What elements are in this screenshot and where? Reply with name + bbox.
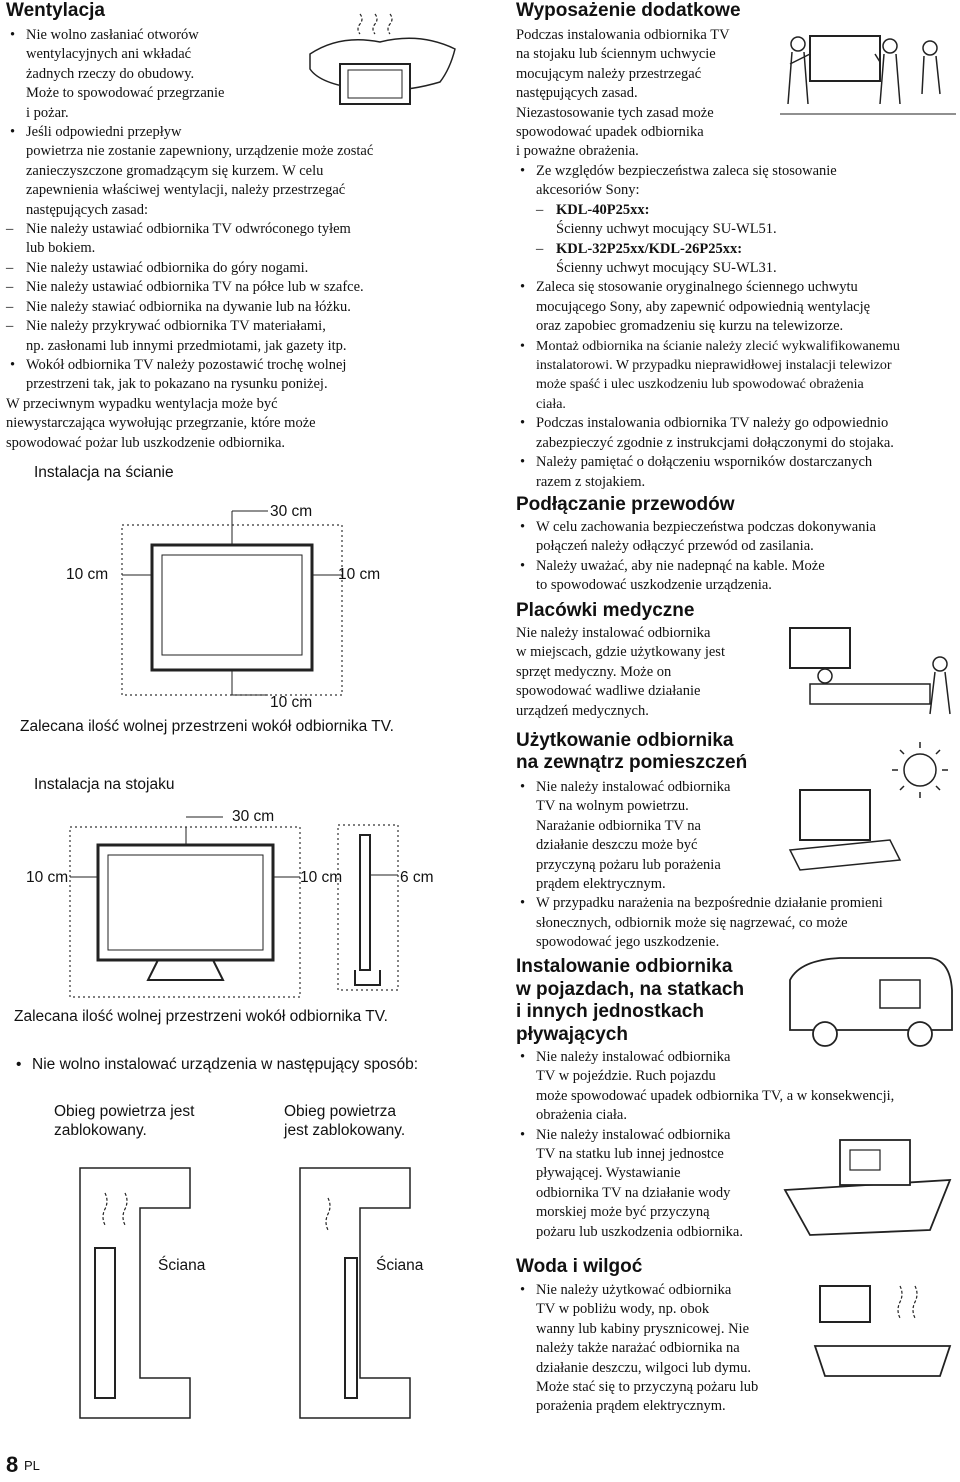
text-line: to spowodować uszkodzenie urządzenia. [536, 577, 772, 594]
text-line: zapewnienia właściwej wentylacji, należy przestrzegać [26, 182, 346, 199]
text-line: połączeń należy odłączyć przewód od zasilania. [536, 538, 814, 555]
ventilation-bullet-3 [6, 356, 466, 453]
text-line: oraz zapobiec gromadzeniu się kurzu na telewizorze. [536, 318, 844, 335]
page-number: 8 [6, 1452, 19, 1477]
text-line: następujących zasad: [26, 201, 148, 218]
text-line: W przeciwnym wypadku wentylacja może być [6, 395, 278, 412]
wall-diagram-caption: Zalecana ilość wolnej przestrzeni wokół odbiornika TV. [20, 718, 394, 735]
text-line: • Montaż odbiornika na ścianie należy zlecić wykwalifikowanemu [536, 338, 900, 354]
text-line: i pożar. [26, 104, 69, 121]
accessories-bullet-4 [516, 414, 960, 453]
wall-label-right: Ściana [376, 1257, 424, 1274]
outdoor-bullet-2 [516, 894, 960, 952]
text-line: działanie deszczu może być [536, 837, 698, 854]
text-line: • W przypadku narażenia na bezpośrednie działanie promieni [536, 895, 883, 912]
text-line: spowodować wadliwe działanie [516, 683, 701, 700]
covered-tv-illustration [300, 14, 460, 114]
text-line: wanny lub kabiny prysznicowej. Nie [536, 1320, 750, 1337]
rule-3 [6, 278, 466, 297]
accessories-bullet-1 [516, 162, 960, 278]
model-2 [536, 240, 960, 279]
title-line: w pojazdach, na statkach [516, 978, 745, 1000]
text-line: morskiej może być przyczyną [536, 1204, 710, 1221]
accessories-bullet-5 [516, 453, 960, 492]
text-line: niewystarczająca wywołując przegrzanie, które może [6, 415, 316, 432]
text-line: akcesoriów Sony: [536, 182, 640, 199]
vehicle-illustration [780, 950, 956, 1050]
page-language: PL [24, 1458, 40, 1473]
title-line: i innych jednostkach [516, 1001, 704, 1022]
text-line: powietrza nie zostanie zapewniony, urządzenie może zostać [26, 143, 374, 160]
text-line: • Podczas instalowania odbiornika TV należy go odpowiednio [536, 415, 889, 432]
text-line: • Zaleca się stosowanie oryginalnego ściennego uchwytu [536, 279, 858, 296]
section-title-vehicles [516, 956, 744, 1046]
text-line: razem z stojakiem. [536, 473, 646, 490]
text-line: odbiornika TV na działanie wody [536, 1184, 731, 1201]
section-title-cables: Podłączanie przewodów [516, 494, 735, 515]
forbidden-bullet: • Nie wolno instalować urządzenia w następujący sposób: [12, 1055, 472, 1074]
text-line: należy także narażać odbiornika na [536, 1340, 740, 1357]
text-line: TV w pobliżu wody, np. obok [536, 1301, 710, 1318]
bathtub-illustration [810, 1276, 956, 1386]
text-line: przestrzeni tak, jak to pokazano na rysunku poniżej. [26, 376, 328, 393]
section-title-ventilation: Wentylacja [6, 0, 105, 21]
text-line: sprzęt medyczny. Może on [516, 663, 672, 680]
mount-name: Ścienny uchwyt mocujący SU-WL51. [556, 221, 777, 238]
text-line: wentylacyjnych ani wkładać [26, 46, 192, 63]
text-line: ciała. [536, 396, 566, 412]
text-line: następujących zasad. [516, 85, 638, 102]
text-line: np. zasłonami lub innymi przedmiotami, jak gazety itp. [26, 337, 347, 354]
text-line: TV w pojeździe. Ruch pojazdu [536, 1068, 716, 1085]
models-list [536, 201, 960, 279]
text-line: może spaść i ulec uszkodzeniu lub spowodować obrażenia [536, 377, 864, 393]
vehicles-bullet-1 [516, 1048, 960, 1126]
text-line: Może to spowodować przegrzanie [26, 85, 225, 102]
text-line: przyczyną pożaru lub porażenia [536, 856, 721, 873]
text-line: pożaru lub uszkodzenia odbiornika. [536, 1223, 743, 1240]
text-line: spowodować pożar lub uszkodzenie odbiornika. [6, 434, 286, 451]
cables-bullet-1 [516, 518, 960, 557]
wall-left-clearance: 10 cm [66, 566, 109, 583]
wall-bottom-clearance: 10 cm [270, 694, 313, 711]
text-line: spowodować jego uszkodzenie. [536, 934, 720, 951]
forbidden-left-label [54, 1102, 194, 1140]
text-line: Obieg powietrza [284, 1103, 397, 1120]
model-1 [536, 201, 960, 240]
section-title-water: Woda i wilgoć [516, 1256, 643, 1277]
sun-tv-illustration [780, 740, 956, 890]
text-line: w miejscach, gdzie użytkowany jest [516, 644, 725, 661]
forbidden-right-label [284, 1102, 405, 1140]
stand-back-clearance: 6 cm [400, 869, 434, 886]
text-line: mocującym należy przestrzegać [516, 65, 702, 82]
title-line: Instalowanie odbiornika [516, 956, 733, 977]
wall-niche-illustration-left [80, 1148, 240, 1418]
text-line: obrażenia ciała. [536, 1107, 627, 1124]
rule-4 [6, 298, 466, 317]
model-name: – KDL-40P25xx: [556, 201, 650, 218]
stand-clearance-diagram [68, 815, 448, 1000]
water-list [516, 1281, 816, 1417]
stand-left-clearance: 10 cm [26, 869, 69, 886]
boat-illustration [780, 1120, 956, 1240]
text-line: Podczas instalowania odbiornika TV [516, 27, 730, 43]
medical-illustration [780, 624, 956, 724]
title-line: Użytkowanie odbiornika [516, 730, 734, 751]
forbidden-list [12, 1055, 472, 1074]
installers-illustration [780, 24, 956, 144]
text-line: zablokowany. [54, 1122, 147, 1139]
title-line: pływających [516, 1023, 628, 1045]
text-line: • Ze względów bezpieczeństwa zaleca się stosowanie [536, 163, 837, 179]
text-line: na stojaku lub ściennym uchwycie [516, 46, 716, 63]
text-line: spowodować upadek odbiornika [516, 124, 704, 141]
section-title-outdoor [516, 730, 747, 774]
text-line: • W celu zachowania bezpieczeństwa podczas dokonywania [536, 519, 876, 535]
text-line: • Należy pamiętać o dołączeniu wsporników dostarczanych [536, 454, 873, 471]
rule-2 [6, 259, 466, 278]
rule-5 [6, 317, 466, 356]
wall-right-clearance: 10 cm [338, 566, 381, 583]
title-line: na zewnątrz pomieszczeń [516, 752, 748, 773]
text-line: lub bokiem. [26, 240, 96, 257]
text-line: • Nie należy instalować odbiornika [536, 1126, 731, 1143]
accessories-list [516, 162, 960, 492]
text-line: Nie należy instalować odbiornika [516, 625, 711, 641]
section-title-medical: Placówki medyczne [516, 600, 695, 621]
text-line: • Nie należy instalować odbiornika [536, 779, 731, 795]
stand-diagram-caption: Zalecana ilość wolnej przestrzeni wokół odbiornika TV. [14, 1008, 388, 1025]
text-line: TV na wolnym powietrzu. [536, 798, 689, 815]
text-line: Niezastosowanie tych zasad może [516, 104, 714, 121]
rule-1 [6, 220, 466, 259]
text-line: zanieczyszczone gromadzącym się kurzem. W celu [26, 162, 324, 179]
text-line: może spowodować upadek odbiornika TV, a w konsekwencji, [536, 1087, 895, 1104]
text-line: • Jeśli odpowiedni przepływ [26, 124, 182, 141]
accessories-bullet-2 [516, 278, 960, 336]
water-bullet-1 [516, 1281, 816, 1417]
text-line: – Nie należy ustawiać odbiornika TV odwróconego tyłem [26, 221, 351, 238]
text-line: pływającej. Wystawianie [536, 1165, 681, 1182]
text-line: TV na statku lub innej jednostce [536, 1146, 724, 1163]
text-line: urządzeń medycznych. [516, 702, 649, 719]
wall-top-clearance: 30 cm [270, 503, 313, 520]
ventilation-bullet-2 [6, 123, 466, 356]
text-line: mocującego Sony, aby zapewnić odpowiednią wentylację [536, 298, 871, 315]
text-line: Narażanie odbiornika TV na [536, 817, 701, 834]
wall-niche-illustration-right [300, 1148, 460, 1418]
text-line: – Nie należy stawiać odbiornika na dywanie lub na łóżku. [26, 298, 351, 315]
mount-name: Ścienny uchwyt mocujący SU-WL31. [556, 260, 777, 277]
text-line: • Należy uważać, aby nie nadepnąć na kable. Może [536, 557, 825, 574]
accessories-bullet-3 [516, 337, 960, 415]
text-line: • Nie należy instalować odbiornika [536, 1049, 731, 1065]
wall-label-left: Ściana [158, 1257, 206, 1274]
medical-text [516, 624, 776, 721]
model-name: – KDL-32P25xx/KDL-26P25xx: [556, 240, 743, 257]
section-title-accessories: Wyposażenie dodatkowe [516, 0, 741, 21]
text-line: Obieg powietrza jest [54, 1103, 195, 1120]
text-line: zabezpieczyć zgodnie z instrukcjami dołączonymi do stojaka. [536, 434, 894, 451]
text-line: działanie deszczu, wilgoci lub dymu. [536, 1359, 752, 1376]
wall-clearance-diagram [118, 505, 348, 705]
text-line: żadnych rzeczy do obudowy. [26, 65, 195, 82]
text-line: • Wokół odbiornika TV należy pozostawić trochę wolnej [26, 356, 347, 373]
stand-right-clearance: 10 cm [300, 869, 343, 886]
stand-top-clearance: 30 cm [232, 808, 275, 825]
text-line: – Nie należy przykrywać odbiornika TV materiałami, [26, 318, 326, 335]
text-line: jest zablokowany. [284, 1122, 406, 1139]
stand-diagram-title: Instalacja na stojaku [34, 776, 175, 793]
text-line: – Nie należy ustawiać odbiornika TV na półce lub w szafce. [26, 279, 364, 296]
text-line: i poważne obrażenia. [516, 143, 639, 160]
text-line: – Nie należy ustawiać odbiornika do góry nogami. [26, 259, 309, 276]
cables-bullet-2 [516, 557, 960, 596]
ventilation-rules [6, 220, 466, 356]
text-line: • Nie należy użytkować odbiornika [536, 1282, 732, 1298]
cables-list [516, 518, 960, 596]
text-line: słonecznych, odbiornik może się nagrzewać, co może [536, 914, 848, 931]
accessories-intro [516, 26, 786, 162]
text-line: • Nie wolno zasłaniać otworów [26, 27, 199, 43]
text-line: Może stać się to przyczyną pożaru lub [536, 1379, 759, 1396]
text-line: porażenia prądem elektrycznym. [536, 1398, 726, 1415]
text-line: prądem elektrycznym. [536, 876, 666, 893]
wall-diagram-title: Instalacja na ścianie [34, 464, 174, 481]
text-line: instalatorowi. W przypadku nieprawidłowej instalacji telewizor [536, 358, 892, 374]
